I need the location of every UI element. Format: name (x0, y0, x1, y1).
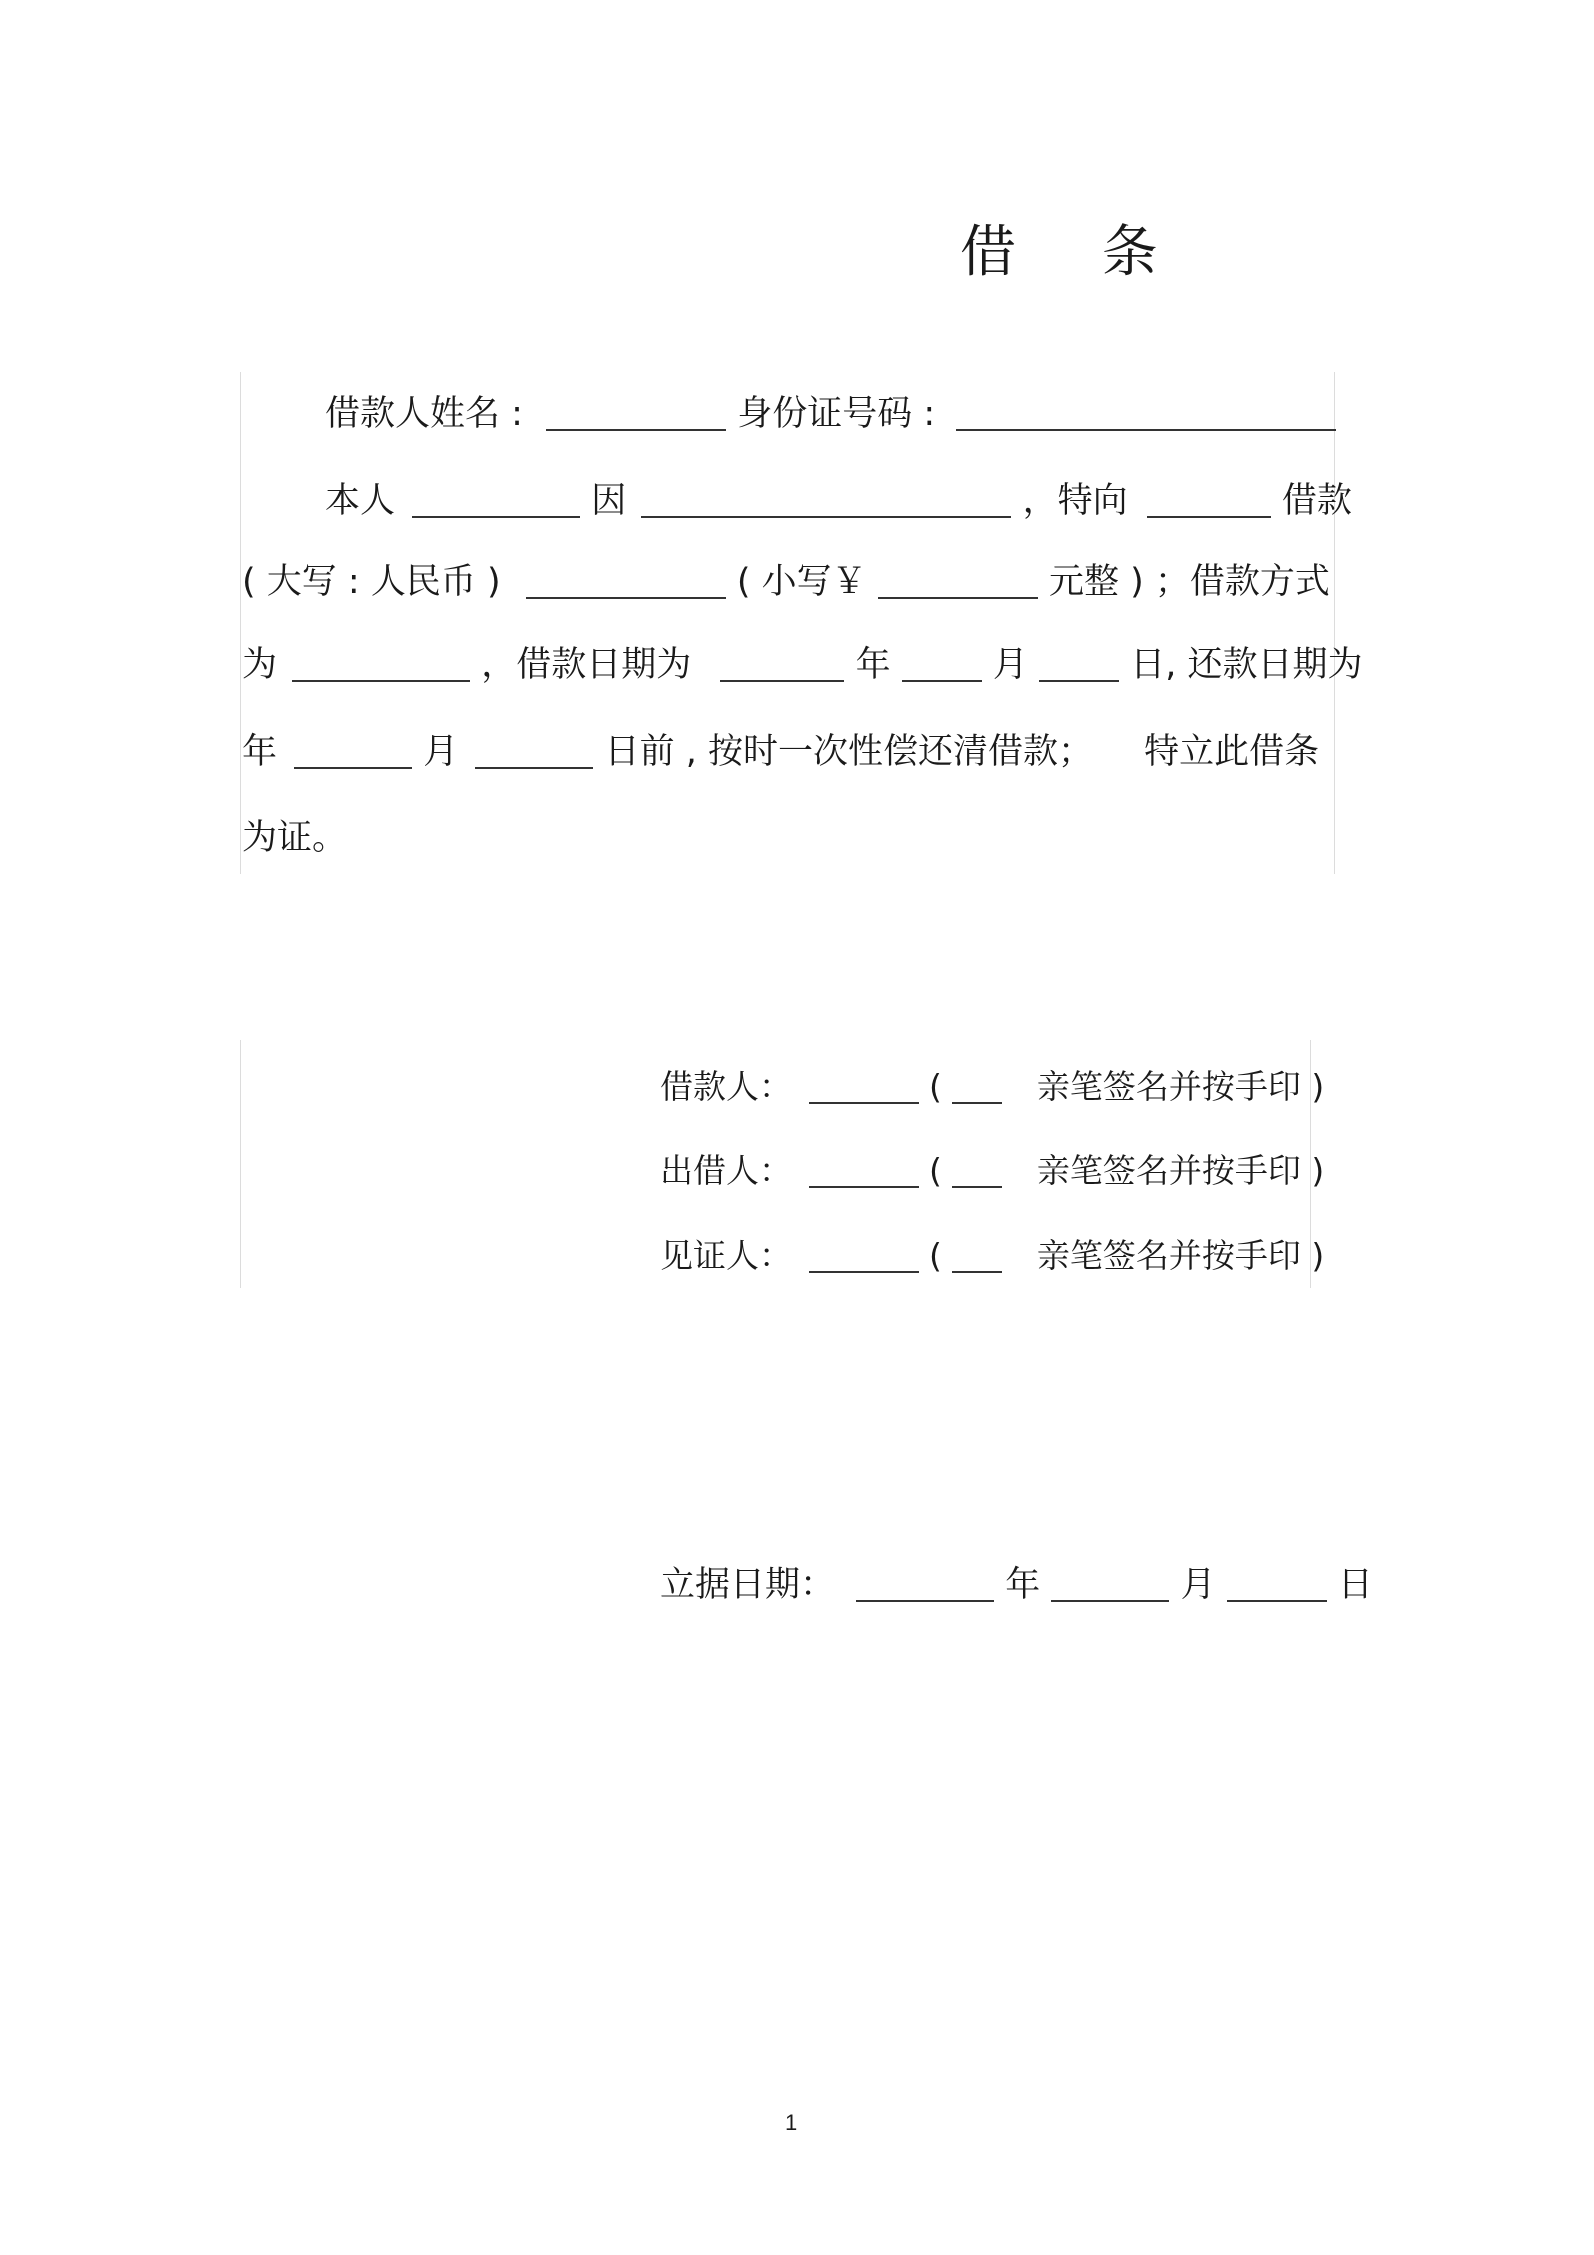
body-text: 为证。 (242, 818, 348, 858)
signature-note: 亲笔签名并按手印 ) (1036, 1067, 1325, 1106)
signature-row-lender (660, 1146, 1324, 1196)
body-line-4 (242, 640, 1362, 690)
lender-field[interactable] (1147, 482, 1271, 518)
id-number-field[interactable] (956, 395, 1336, 431)
body-text: 日前 , 按时一次性偿还清借款； (604, 732, 1093, 772)
issue-day-label: 日 (1337, 1565, 1373, 1605)
body-text: ，特向 (1022, 481, 1128, 521)
body-text: 本人 (325, 481, 396, 521)
repay-month-field[interactable] (475, 733, 593, 769)
signature-note: 亲笔签名并按手印 ) (1036, 1151, 1325, 1190)
signature-note: 亲笔签名并按手印 ) (1036, 1236, 1325, 1275)
signature-subfield[interactable] (952, 1068, 1002, 1104)
body-text: ( 小写￥ (736, 562, 867, 602)
loan-method-field[interactable] (292, 646, 470, 682)
issue-year-field[interactable] (856, 1566, 994, 1602)
body-text: 因 (591, 481, 627, 521)
body-line-1 (325, 389, 1336, 439)
loan-year-field[interactable] (720, 646, 844, 682)
reason-field[interactable] (641, 482, 1011, 518)
signature-subfield[interactable] (952, 1152, 1002, 1188)
body-text: 特立此借条 (1144, 732, 1320, 772)
issue-date-line (660, 1560, 1373, 1610)
signature-field[interactable] (809, 1068, 919, 1104)
amount-uppercase-field[interactable] (526, 563, 726, 599)
borrower-name-field[interactable] (546, 395, 726, 431)
signature-paren: ( (929, 1067, 942, 1106)
body-text: 借款 (1281, 481, 1352, 521)
body-text: 年 (242, 732, 278, 772)
body-text: 月 (992, 645, 1028, 685)
body-line-6 (242, 813, 347, 863)
signature-row-borrower (660, 1062, 1324, 1112)
issue-year-label: 年 (1005, 1565, 1041, 1605)
body-text: ( 大写 : 人民币 ) (242, 562, 501, 602)
body-text: 元整 ) ；借款方式 (1048, 562, 1330, 602)
self-name-field[interactable] (412, 482, 580, 518)
body-text: 年 (855, 645, 891, 685)
borrower-name-label: 借款人姓名 : (325, 394, 523, 434)
loan-body-frame (240, 372, 1335, 874)
signature-role: 出借人： (660, 1151, 792, 1190)
signature-paren: ( (929, 1151, 942, 1190)
body-text: 月 (423, 732, 459, 772)
signature-role: 借款人： (660, 1067, 792, 1106)
issue-month-field[interactable] (1051, 1566, 1169, 1602)
body-line-2 (325, 476, 1352, 526)
document-title: 借 条 (960, 220, 1192, 285)
loan-day-field[interactable] (1039, 646, 1119, 682)
signature-subfield[interactable] (952, 1237, 1002, 1273)
body-text: 为 (242, 645, 278, 685)
loan-month-field[interactable] (902, 646, 982, 682)
signature-row-witness (660, 1231, 1324, 1281)
signature-role: 见证人： (660, 1236, 792, 1275)
repay-year-field[interactable] (294, 733, 412, 769)
id-number-label: 身份证号码 : (737, 394, 936, 434)
body-line-3 (242, 557, 1330, 607)
body-line-5 (242, 727, 1319, 777)
signature-paren: ( (929, 1236, 942, 1275)
page-number: 1 (785, 2110, 798, 2135)
body-text: 日, 还款日期为 (1130, 645, 1363, 685)
issue-date-label: 立据日期： (660, 1565, 836, 1605)
body-text: ，借款日期为 (481, 645, 692, 685)
issue-day-field[interactable] (1227, 1566, 1327, 1602)
amount-lowercase-field[interactable] (878, 563, 1038, 599)
issue-month-label: 月 (1180, 1565, 1216, 1605)
signature-field[interactable] (809, 1237, 919, 1273)
signature-field[interactable] (809, 1152, 919, 1188)
